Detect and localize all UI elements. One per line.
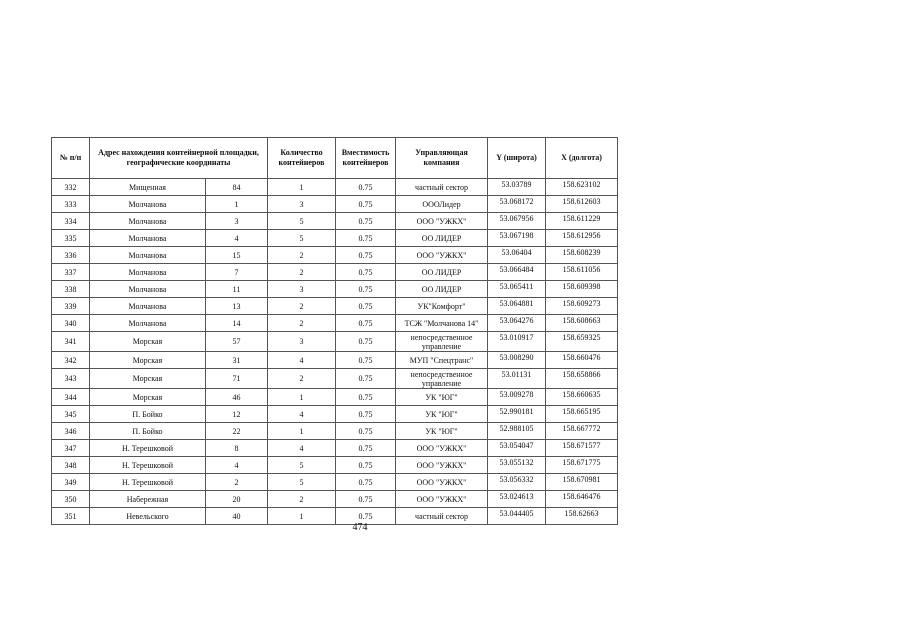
cell-num: 338 — [52, 281, 90, 298]
cell-latitude: 53.068172 — [488, 196, 546, 213]
cell-company: ООО "УЖКХ" — [396, 474, 488, 491]
cell-capacity: 0.75 — [336, 423, 396, 440]
cell-capacity: 0.75 — [336, 440, 396, 457]
cell-street: Молчанова — [90, 196, 206, 213]
cell-house: 4 — [206, 230, 268, 247]
cell-company: УК "ЮГ" — [396, 389, 488, 406]
cell-num: 343 — [52, 369, 90, 389]
cell-capacity: 0.75 — [336, 474, 396, 491]
cell-house: 2 — [206, 474, 268, 491]
cell-house: 8 — [206, 440, 268, 457]
cell-latitude: 53.064276 — [488, 315, 546, 332]
cell-street: Молчанова — [90, 247, 206, 264]
cell-latitude: 53.064881 — [488, 298, 546, 315]
cell-latitude: 53.056332 — [488, 474, 546, 491]
cell-longitude: 158.646476 — [546, 491, 618, 508]
cell-capacity: 0.75 — [336, 406, 396, 423]
header-y: Y (широта) — [488, 138, 546, 179]
header-capacity: Вместимость контейнеров — [336, 138, 396, 179]
cell-latitude: 53.01131 — [488, 369, 546, 389]
cell-longitude: 158.667772 — [546, 423, 618, 440]
cell-count: 2 — [268, 369, 336, 389]
header-x: X (долгота) — [546, 138, 618, 179]
cell-count: 5 — [268, 457, 336, 474]
table-row — [52, 196, 618, 213]
cell-longitude: 158.612603 — [546, 196, 618, 213]
cell-longitude: 158.608663 — [546, 315, 618, 332]
cell-latitude: 53.009278 — [488, 389, 546, 406]
cell-street: Н. Терешковой — [90, 474, 206, 491]
cell-street: Н. Терешковой — [90, 457, 206, 474]
cell-street: Морская — [90, 332, 206, 352]
cell-house: 11 — [206, 281, 268, 298]
cell-longitude: 158.670981 — [546, 474, 618, 491]
table-row — [52, 423, 618, 440]
cell-num: 351 — [52, 508, 90, 525]
cell-longitude: 158.671577 — [546, 440, 618, 457]
table-body — [52, 179, 618, 525]
cell-house: 15 — [206, 247, 268, 264]
cell-company: УК"Комфорт" — [396, 298, 488, 315]
cell-capacity: 0.75 — [336, 457, 396, 474]
cell-street: Морская — [90, 352, 206, 369]
cell-count: 2 — [268, 315, 336, 332]
cell-house: 12 — [206, 406, 268, 423]
table-row — [52, 315, 618, 332]
cell-street: Молчанова — [90, 264, 206, 281]
table-row — [52, 440, 618, 457]
cell-company: непосредственное управление — [396, 369, 488, 389]
cell-latitude: 53.008290 — [488, 352, 546, 369]
cell-company: ОООЛидер — [396, 196, 488, 213]
header-count: Количество контейнеров — [268, 138, 336, 179]
cell-capacity: 0.75 — [336, 389, 396, 406]
cell-house: 57 — [206, 332, 268, 352]
table-row — [52, 179, 618, 196]
cell-num: 350 — [52, 491, 90, 508]
cell-longitude: 158.611229 — [546, 213, 618, 230]
cell-longitude: 158.660635 — [546, 389, 618, 406]
cell-house: 84 — [206, 179, 268, 196]
cell-house: 40 — [206, 508, 268, 525]
cell-street: Морская — [90, 389, 206, 406]
cell-street: Молчанова — [90, 315, 206, 332]
cell-house: 20 — [206, 491, 268, 508]
page-number: 474 — [352, 522, 368, 533]
cell-longitude: 158.611056 — [546, 264, 618, 281]
cell-latitude: 53.055132 — [488, 457, 546, 474]
cell-capacity: 0.75 — [336, 332, 396, 352]
cell-num: 348 — [52, 457, 90, 474]
cell-count: 1 — [268, 389, 336, 406]
cell-num: 344 — [52, 389, 90, 406]
table-row — [52, 406, 618, 423]
cell-longitude: 158.612956 — [546, 230, 618, 247]
cell-company: частный сектор — [396, 508, 488, 525]
cell-capacity: 0.75 — [336, 264, 396, 281]
header-num: № п/п — [52, 138, 90, 179]
cell-street: Молчанова — [90, 230, 206, 247]
cell-latitude: 53.054047 — [488, 440, 546, 457]
cell-company: частный сектор — [396, 179, 488, 196]
cell-capacity: 0.75 — [336, 491, 396, 508]
cell-count: 1 — [268, 508, 336, 525]
cell-street: Молчанова — [90, 281, 206, 298]
cell-latitude: 53.044405 — [488, 508, 546, 525]
cell-longitude: 158.658866 — [546, 369, 618, 389]
cell-longitude: 158.659325 — [546, 332, 618, 352]
cell-num: 332 — [52, 179, 90, 196]
cell-count: 4 — [268, 406, 336, 423]
cell-latitude: 53.065411 — [488, 281, 546, 298]
cell-capacity: 0.75 — [336, 247, 396, 264]
cell-street: Мищенная — [90, 179, 206, 196]
cell-longitude: 158.665195 — [546, 406, 618, 423]
cell-longitude: 158.671775 — [546, 457, 618, 474]
cell-count: 3 — [268, 332, 336, 352]
cell-num: 341 — [52, 332, 90, 352]
cell-num: 334 — [52, 213, 90, 230]
table-row — [52, 369, 618, 389]
container-sites-table — [51, 137, 618, 525]
cell-latitude: 52.988105 — [488, 423, 546, 440]
cell-house: 31 — [206, 352, 268, 369]
cell-num: 336 — [52, 247, 90, 264]
cell-count: 1 — [268, 179, 336, 196]
cell-house: 1 — [206, 196, 268, 213]
header-address: Адрес нахождения контейнерной площадки, географические координаты — [90, 138, 268, 179]
cell-company: УК "ЮГ" — [396, 406, 488, 423]
header-company: Управляющая компания — [396, 138, 488, 179]
cell-count: 5 — [268, 474, 336, 491]
cell-num: 347 — [52, 440, 90, 457]
cell-capacity: 0.75 — [336, 315, 396, 332]
cell-street: Молчанова — [90, 298, 206, 315]
cell-company: МУП "Спецтранс" — [396, 352, 488, 369]
cell-house: 3 — [206, 213, 268, 230]
table-row — [52, 264, 618, 281]
cell-street: П. Бойко — [90, 423, 206, 440]
cell-capacity: 0.75 — [336, 230, 396, 247]
cell-company: ОО ЛИДЕР — [396, 230, 488, 247]
cell-count: 2 — [268, 491, 336, 508]
cell-longitude: 158.609398 — [546, 281, 618, 298]
cell-house: 13 — [206, 298, 268, 315]
table-row — [52, 247, 618, 264]
cell-house: 46 — [206, 389, 268, 406]
cell-capacity: 0.75 — [336, 196, 396, 213]
table-row — [52, 389, 618, 406]
cell-latitude: 53.024613 — [488, 491, 546, 508]
table-row — [52, 352, 618, 369]
cell-latitude: 53.03789 — [488, 179, 546, 196]
cell-count: 5 — [268, 213, 336, 230]
cell-latitude: 53.066484 — [488, 264, 546, 281]
table-row — [52, 332, 618, 352]
table-row — [52, 213, 618, 230]
cell-count: 4 — [268, 352, 336, 369]
cell-capacity: 0.75 — [336, 298, 396, 315]
cell-longitude: 158.660476 — [546, 352, 618, 369]
cell-capacity: 0.75 — [336, 508, 396, 525]
cell-latitude: 53.067956 — [488, 213, 546, 230]
cell-count: 1 — [268, 423, 336, 440]
cell-num: 342 — [52, 352, 90, 369]
cell-company: ООО "УЖКХ" — [396, 491, 488, 508]
cell-latitude: 53.067198 — [488, 230, 546, 247]
cell-count: 3 — [268, 281, 336, 298]
table-row — [52, 491, 618, 508]
cell-street: Н. Терешковой — [90, 440, 206, 457]
table-row — [52, 281, 618, 298]
cell-street: Морская — [90, 369, 206, 389]
table-header-row — [52, 138, 618, 179]
cell-company: ТСЖ "Молчанова 14" — [396, 315, 488, 332]
cell-capacity: 0.75 — [336, 369, 396, 389]
cell-longitude: 158.609273 — [546, 298, 618, 315]
table-row — [52, 508, 618, 525]
cell-count: 2 — [268, 247, 336, 264]
cell-house: 14 — [206, 315, 268, 332]
cell-street: П. Бойко — [90, 406, 206, 423]
cell-company: ООО "УЖКХ" — [396, 247, 488, 264]
cell-count: 5 — [268, 230, 336, 247]
cell-longitude: 158.62663 — [546, 508, 618, 525]
cell-latitude: 53.010917 — [488, 332, 546, 352]
cell-num: 335 — [52, 230, 90, 247]
cell-house: 4 — [206, 457, 268, 474]
cell-house: 22 — [206, 423, 268, 440]
cell-company: УК "ЮГ" — [396, 423, 488, 440]
cell-company: ООО "УЖКХ" — [396, 213, 488, 230]
cell-capacity: 0.75 — [336, 179, 396, 196]
cell-house: 71 — [206, 369, 268, 389]
cell-num: 346 — [52, 423, 90, 440]
cell-street: Молчанова — [90, 213, 206, 230]
cell-street: Набережная — [90, 491, 206, 508]
cell-num: 340 — [52, 315, 90, 332]
cell-count: 4 — [268, 440, 336, 457]
cell-capacity: 0.75 — [336, 213, 396, 230]
cell-longitude: 158.623102 — [546, 179, 618, 196]
cell-company: ОО ЛИДЕР — [396, 264, 488, 281]
cell-count: 3 — [268, 196, 336, 213]
cell-num: 345 — [52, 406, 90, 423]
table-row — [52, 457, 618, 474]
cell-company: ООО "УЖКХ" — [396, 440, 488, 457]
cell-count: 2 — [268, 264, 336, 281]
cell-company: ОО ЛИДЕР — [396, 281, 488, 298]
cell-count: 2 — [268, 298, 336, 315]
table-row — [52, 474, 618, 491]
cell-company: ООО "УЖКХ" — [396, 457, 488, 474]
cell-capacity: 0.75 — [336, 281, 396, 298]
cell-house: 7 — [206, 264, 268, 281]
cell-num: 349 — [52, 474, 90, 491]
cell-longitude: 158.608239 — [546, 247, 618, 264]
cell-num: 339 — [52, 298, 90, 315]
cell-num: 337 — [52, 264, 90, 281]
cell-street: Невельского — [90, 508, 206, 525]
cell-company: непосредственное управление — [396, 332, 488, 352]
table-row — [52, 298, 618, 315]
table-row — [52, 230, 618, 247]
cell-capacity: 0.75 — [336, 352, 396, 369]
cell-latitude: 52.990181 — [488, 406, 546, 423]
cell-num: 333 — [52, 196, 90, 213]
container-sites-sheet — [51, 137, 617, 525]
cell-latitude: 53.06404 — [488, 247, 546, 264]
